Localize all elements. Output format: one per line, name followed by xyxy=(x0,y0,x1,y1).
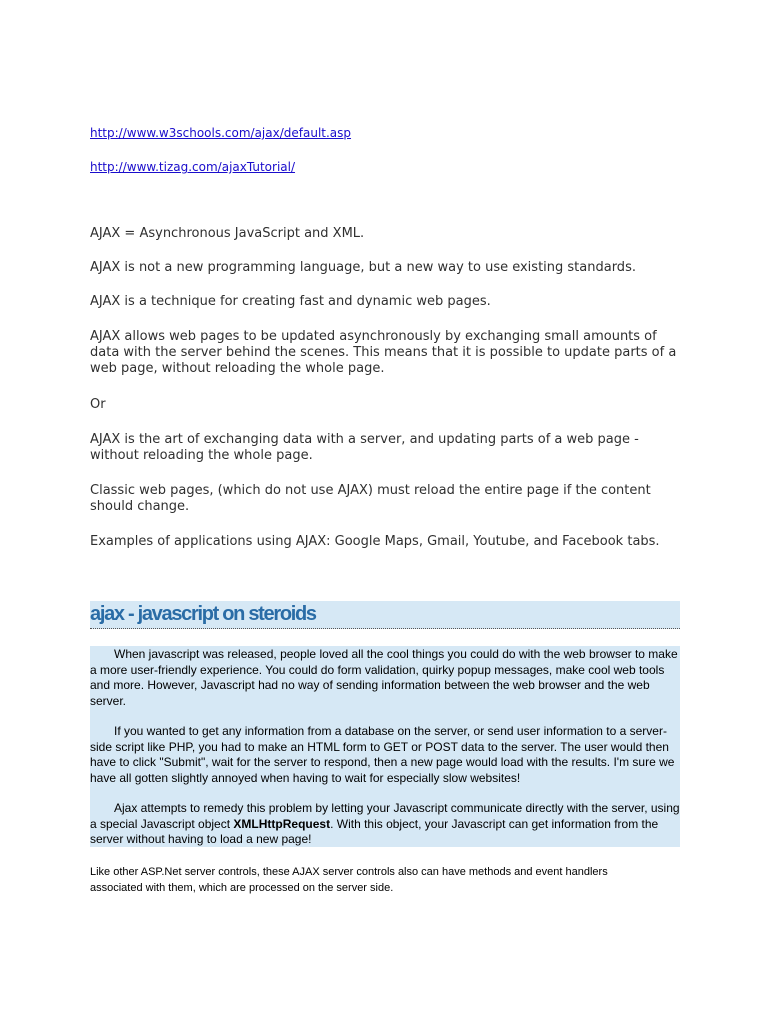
intro-definition: AJAX = Asynchronous JavaScript and XML. xyxy=(90,226,365,241)
link-w3schools-ajax[interactable]: http://www.w3schools.com/ajax/default.asp xyxy=(90,126,352,140)
section-heading-banner xyxy=(90,601,680,629)
section-paragraph-1 xyxy=(90,647,680,709)
section-paragraph-3 xyxy=(90,801,680,848)
section-paragraph-3-text-after: . With this object, your Javascript can get information from the server without having to load a new page! xyxy=(90,816,659,846)
section-heading: ajax - javascript on steroids xyxy=(90,603,316,625)
intro-art-of-exchanging: AJAX is the art of exchanging data with a server, and updating parts of a web page - without reloading the whole page. xyxy=(90,432,639,463)
intro-async-update: AJAX allows web pages to be updated asynchronously by exchanging small amounts of data with the server behind the scenes. This means that it is possible to update parts of a web page, without reloading the whole page. xyxy=(90,329,677,376)
intro-technique: AJAX is a technique for creating fast and dynamic web pages. xyxy=(90,294,491,309)
section-paragraph-2 xyxy=(90,724,680,786)
section-paragraph-3-text-before: Ajax attempts to remedy this problem by letting your Javascript communicate directly with the server, using a special Javascript object xyxy=(90,801,680,831)
section-paragraph-1-text: When javascript was released, people loved all the cool things you could do with the web browser to make a more user-friendly experience. You could do form validation, quirky popup messages, make cool web tools and more. However, Javascript had no way of sending information between the web browser and the web server. xyxy=(90,647,678,708)
footnote-paragraph: Like other ASP.Net server controls, these AJAX server controls also can have methods and event handlers associated with them, which are processed on the server side. xyxy=(90,866,608,894)
intro-or: Or xyxy=(90,397,106,412)
section-content-box xyxy=(90,646,680,847)
intro-not-new-language: AJAX is not a new programming language, but a new way to use existing standards. xyxy=(90,260,636,275)
section-paragraph-2-text: If you wanted to get any information from a database on the server, or send user information to a server-side script like PHP, you had to make an HTML form to GET or POST data to the server. The user would then have to click "Submit", wait for the server to respond, then a new page would load with the results. I'm sure we have all gotten slightly annoyed when having to wait for especially slow websites! xyxy=(90,724,675,785)
intro-examples: Examples of applications using AJAX: Google Maps, Gmail, Youtube, and Facebook tabs. xyxy=(90,534,660,549)
intro-classic-pages: Classic web pages, (which do not use AJAX) must reload the entire page if the content should change. xyxy=(90,483,651,514)
xmlhttprequest-term: XMLHttpRequest xyxy=(233,816,331,831)
link-tizag-ajax-tutorial[interactable]: http://www.tizag.com/ajaxTutorial/ xyxy=(90,160,296,174)
